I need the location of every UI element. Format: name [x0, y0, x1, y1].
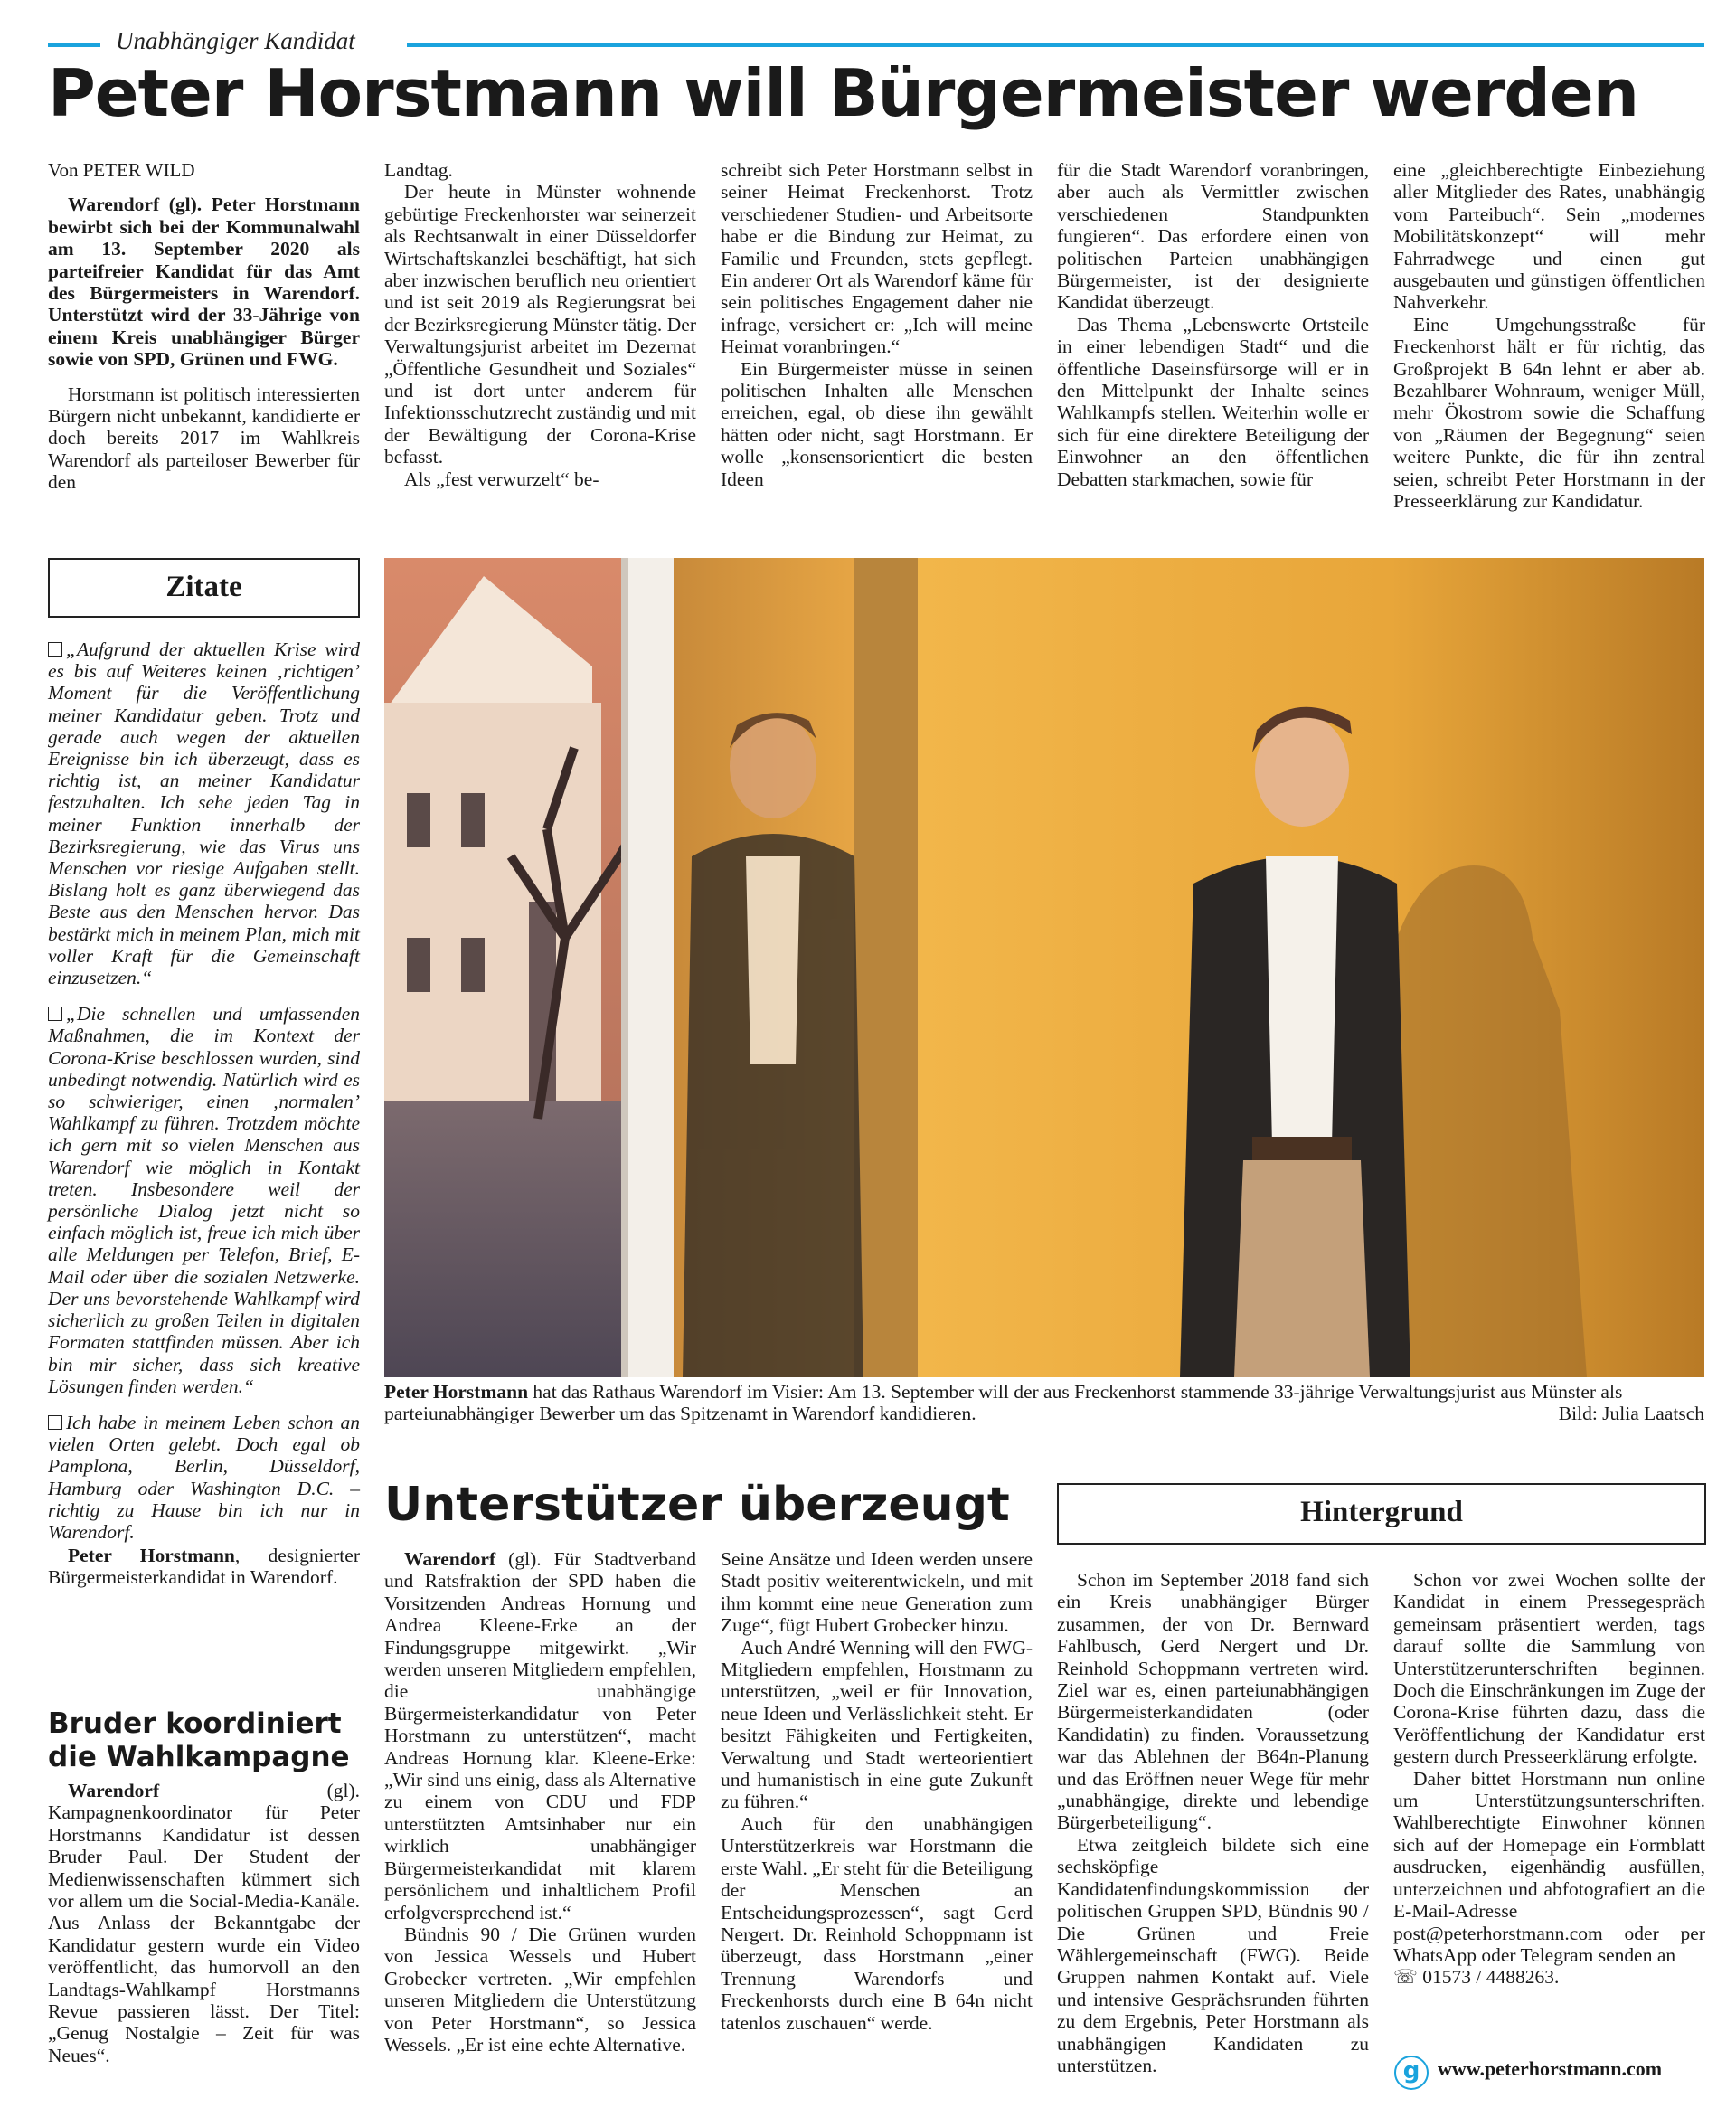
- caption-name: Peter Horstmann: [384, 1381, 529, 1403]
- checkbox-square-icon: [48, 1007, 62, 1021]
- paragraph: Horstmann ist politisch interessierten Bürgern nicht unbekannt, kandidierte er doch bereits 2017 im Wahlkreis Warendorf als parteiloser Bewerber für den: [48, 383, 360, 494]
- g-logo-icon: g: [1394, 2056, 1429, 2090]
- lead-paragraph: [48, 194, 360, 370]
- background-column-2: [1393, 1569, 1705, 2032]
- caption-text: hat das Rathaus Warendorf im Visier: Am 13. September will der aus Freckenhorst stammende 33-jährige Verwaltungsjurist aus Münster als parteiunabhängiger Bewerber um das Spitzenamt in Warendorf kandidieren.: [384, 1381, 1623, 1424]
- paragraph: Der heute in Münster wohnende gebürtige Freckenhorster war seinerzeit als Rechtsanwalt in einer Düsseldorfer Wirtschaftskanzlei beschäftigt, hat sich aber inzwischen beruflich neu orientiert und ist seit 2019 als Regierungsrat bei der Bezirksregierung Münster tätig. Der Verwaltungsjurist arbeitet im Dezernat „Öffentliche Gesundheit und Soziales“ und ist dort unter anderem für Infektionsschutzrecht zuständig und mit der Bewältigung der Corona-Krise befasst.: [384, 181, 696, 468]
- paragraph: Etwa zeitgleich bildete sich eine sechsköpfige Kandidatenfindungskommission der politischen Gruppen SPD, Bündnis 90 / Die Grünen und Freie Wählergemeinschaft (FWG). Beide Gruppen nahmen Kontakt auf. Viele und intensive Gesprächsrunden führten zu dem Ergebnis, Peter Horstmann als unabhängigen Kandidaten zu unterstützen.: [1057, 1833, 1369, 2076]
- kicker: Unabhängiger Kandidat: [110, 27, 361, 55]
- paragraph: Bündnis 90 / Die Grünen wurden von Jessica Wessels und Hubert Grobecker vertreten. „Wir empfehlen unseren Mitgliedern die Unterstützung von Peter Horstmann“, so Jessica Wessels. „Er ist eine echte Alternative.: [384, 1923, 696, 2056]
- bruder-headline: Bruder koordiniert die Wahlkampagne: [48, 1707, 350, 1773]
- quote-1: „Aufgrund der aktuellen Krise wird es bis auf Weiteres keinen ‚richtigen’ Moment für die Veröffentlichung meiner Kandidatur geben. Trotz und gerade auch wegen der aktuellen Ereignisse bin ich überzeugt, dass es richtig ist, an meiner Kandidatur festzuhalten. Ich sehe jeden Tag in meiner Funktion innerhalb der Bezirksregierung, wie das Virus uns Menschen vor riesige Aufgaben stellt. Bislang holt es ganz überwiegend das Beste aus den Menschen hervor. Das bestärkt mich in meinem Plan, mich mit voller Kraft für die Gemeinschaft einzusetzen.“: [48, 638, 360, 989]
- website-link[interactable]: www.peterhorstmann.com: [1438, 2057, 1663, 2080]
- paragraph: schreibt sich Peter Horstmann selbst in seiner Heimat Freckenhorst. Trotz verschiedener Studien- und Arbeitsorte habe er die Bindung zur Heimat, zu Familie und Freunden, stets gepflegt. Ein anderer Ort als Warendorf käme für sein politisches Engagement daher nie infrage, versichert er: „Ich will meine Heimat voranbringen.“: [721, 159, 1033, 358]
- paragraph: Auch für den unabhängigen Unterstützerkreis war Horstmann die erste Wahl. „Er steht für die Beteiligung der Menschen an Entscheidungsprozessen“, sagt Gerd Nergert. Dr. Reinhold Schoppmann ist überzeugt, dass Horstmann „einer Trennung Warendorfs und Freckenhorsts durch eine B 64n nicht tatenlos zuschauen“ werde.: [721, 1812, 1033, 2034]
- paragraph: Schon im September 2018 fand sich ein Kreis unabhängiger Bürger zusammen, der von Dr. Bernward Fahlbusch, Gerd Nergert und Dr. Reinhold Schoppmann vertreten wird. Ziel war es, einen parteiunabhängigen Bürgermeisterkandidaten (oder Kandidatin) zu finden. Voraussetzung war das Ablehnen der B64n-Planung und das Eröffnen neuer Wege für mehr „unabhängige, direkte und lebendige Bürgerbeteiligung“.: [1057, 1569, 1369, 1834]
- background-column-1: [1057, 1569, 1369, 2103]
- paragraph: Daher bittet Horstmann nun online um Unterstützungsunterschriften. Wahlberechtigte Einwohner können sich auf der Homepage ein Formblatt ausdrucken, eigenhändig ausfüllen, unterzeichnen und abfotografiert an die E-Mail-Adresse post@peterhorstmann.com oder per WhatsApp oder Telegram senden an: [1393, 1767, 1705, 1966]
- quote-attribution: Peter Horstmann, designierter Bürgermeisterkandidat in Warendorf.: [48, 1545, 360, 1589]
- phone-icon: ☏: [1393, 1966, 1423, 1989]
- paragraph: Seine Ansätze und Ideen werden unsere Stadt positiv weiterentwickeln, und mit ihm kommt eine neue Generation zum Zuge“, fügt Hubert Grobecker hinzu.: [721, 1548, 1033, 1637]
- article-column-1: [48, 159, 360, 521]
- kicker-rule-right: [407, 43, 1704, 47]
- lead-text: Peter Horstmann bewirbt sich bei der Kommunalwahl am 13. September 2020 als parteifreier Kandidat für das Amt des Bürgermeisters in Warendorf. Unterstützt wird der 33-Jährige von einem Kreis unabhängiger Bürger sowie von SPD, Grünen und FWG.: [48, 194, 360, 371]
- supporters-column-1: Warendorf (gl). Für Stadtverband und Ratsfraktion der SPD haben die Vorsitzenden Andreas Hornung und Andrea Kleene-Erke an der Findungsgruppe mitgewirkt. „Wir werden unseren Mitgliedern empfehlen, die unabhängige Bürgermeisterkandidatur von Peter Horstmann zu unterstützen“, macht Andreas Hornung klar. Kleene-Erke: „Wir sind uns einig, dass als Alternative zu einem von CDU und FDP unterstützten Amtsinhaber nur ein wirklich unabhängiger Bürgermeisterkandidat mit klarem persönlichem und inhaltlichem Profil erfolgversprechend ist.“ Bündnis 90 / Die Grünen wurden von Jessica Wessels und Hubert Grobecker vertreten. „Wir empfehlen unseren Mitgliedern die Unterstützung von Peter Horstmann“, so Jessica Wessels. „Er ist eine echte Alternative.: [384, 1548, 696, 2056]
- article-column-2: [384, 159, 696, 521]
- candidate-photo: [384, 558, 1704, 1377]
- byline: Von PETER WILD: [48, 159, 195, 181]
- paragraph: Als „fest verwurzelt“ be-: [404, 468, 599, 490]
- paragraph: Das Thema „Lebenswerte Ortsteile in einer lebendigen Stadt“ und die öffentliche Daseinsfürsorge will er in den Mittelpunkt der Inhalte seines Wahlkampfs stellen. Weiterhin wolle er sich für eine direktere Beteiligung der Einwohner an den öffentlichen Debatten starkmachen, sowie für: [1057, 313, 1369, 490]
- quotes-box-title: Zitate: [48, 558, 360, 618]
- kicker-rule-left: [48, 43, 100, 47]
- supporters-column-2: [721, 1548, 1033, 2100]
- paragraph: Schon vor zwei Wochen sollte der Kandidat in einem Pressegespräch gemeinsam präsentiert werden, tags darauf sollte die Sammlung von Unterstützerunterschriften beginnen. Doch die Einschränkungen im Zuge der Corona-Krise führten dazu, dass die Veröffentlichung der Kandidatur erst gestern durch Presseerklärung erfolgte.: [1393, 1569, 1705, 1768]
- checkbox-square-icon: [48, 642, 62, 657]
- paragraph: Auch André Wenning will den FWG-Mitgliedern empfehlen, Horstmann zu unterstützen, „weil er für Innovation, neue Ideen und Verlässlichkeit steht. Er besitzt Fähigkeiten und Fertigkeiten, Verwaltung und Stadt werteorientiert und humanistisch in eine gute Zukunft zu führen.“: [721, 1636, 1033, 1813]
- article-column-5: [1393, 159, 1705, 521]
- quotes-list: [48, 638, 360, 1603]
- lead-dateline: Warendorf (gl).: [68, 194, 203, 216]
- paragraph: Eine Umgehungsstraße für Freckenhorst hält er für richtig, das Großprojekt B 64n lehnt er aber ab. Bezahlbarer Wohnraum, weniger Müll, mehr Ökostrom sowie die Schaffung von „Räumen der Begegnung“ seien weitere Punkte, die für ihn zentral seien, schreibt Peter Horstmann in der Presseerklärung zur Kandidatur.: [1393, 313, 1705, 513]
- checkbox-square-icon: [48, 1415, 62, 1430]
- bruder-text: Warendorf (gl). Kampagnenkoordinator für Peter Horstmanns Kandidatur ist dessen Bruder Paul. Der Student der Medienwissenschaften kümmert sich vor allem um die Social-Media-Kanäle. Aus Anlass der Bekanntgabe der Kandidatur gestern wurde ein Video veröffentlicht, das humorvoll an den Landtags-Wahlkampf Horstmanns Revue passieren lässt. Der Titel: „Genug Nostalgie – Zeit für was Neues“.: [48, 1780, 360, 2066]
- photo-caption: [384, 1381, 1704, 1424]
- paragraph: für die Stadt Warendorf voranbringen, aber auch als Vermittler zwischen verschiedenen Standpunkten fungieren“. Das erfordere einen von politischen Parteien unabhängigen Bürgermeister, ist der designierte Kandidat überzeugt.: [1057, 159, 1369, 314]
- paragraph: Ein Bürgermeister müsse in seinen politischen Inhalten alle Menschen erreichen, egal, ob diese ihn gewählt hätten oder nicht, sagt Horstmann. Er wolle „konsensorientiert die besten Ideen: [721, 357, 1033, 490]
- background-box-title: Hintergrund: [1057, 1483, 1706, 1545]
- supporters-headline: Unterstützer überzeugt: [384, 1478, 1010, 1532]
- article-column-3: [721, 159, 1033, 521]
- paragraph: eine „gleichberechtigte Einbeziehung aller Mitglieder des Rates, unabhängig vom Parteibuch“. Sein „modernes Mobilitätskonzept“ will mehr Fahrradwege und einen gut ausgebauten und günstigen öffentlichen Nahverkehr.: [1393, 159, 1705, 314]
- photo-credit: Bild: Julia Laatsch: [1558, 1403, 1704, 1424]
- quote-3: Ich habe in meinem Leben schon an vielen Orten gelebt. Doch egal ob Pamplona, Berlin, Düsseldorf, Hamburg oder Washington D.C. – richtig zu Hause bin ich nur in Warendorf.: [48, 1411, 360, 1543]
- phone-number: 01573 / 4488263.: [1422, 1966, 1560, 1989]
- headline: Peter Horstmann will Bürgermeister werden: [48, 55, 1638, 131]
- paragraph: Landtag.: [384, 159, 453, 181]
- quote-2: „Die schnellen und umfassenden Maßnahmen, die im Kontext der Corona-Krise beschlossen wurden, sind unbedingt notwendig. Natürlich wird es so schwieriger, einen ‚normalen’ Wahlkampf zu führen. Trotzdem möchte ich gern mit so vielen Menschen aus Warendorf wie möglich in Kontakt treten. Insbesondere weil der persönliche Dialog jetzt nicht so einfach möglich ist, freue ich mich über alle Meldungen per Telefon, Brief, E-Mail oder über die sozialen Netzwerke. Der uns bevorstehende Wahlkampf wird sicherlich zu großen Teilen in digitalen Formaten stattfinden müssen. Aber ich bin mir sicher, dass sich kreative Lösungen finden werden.“: [48, 1003, 360, 1397]
- article-column-4: [1057, 159, 1369, 521]
